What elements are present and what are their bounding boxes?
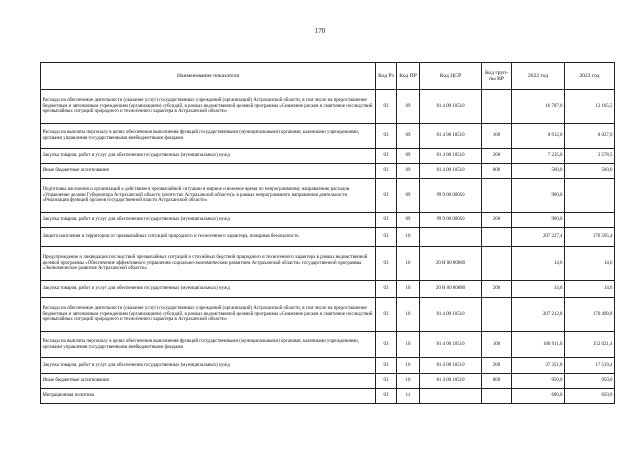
row-rz: 03 bbox=[376, 298, 397, 332]
row-2023: 152 021,4 bbox=[565, 332, 615, 358]
row-vr bbox=[482, 179, 512, 213]
row-2023: 14,6 bbox=[565, 247, 615, 281]
row-pr: 10 bbox=[397, 281, 420, 298]
row-vr: 100 bbox=[482, 332, 512, 358]
row-csr bbox=[420, 389, 482, 404]
row-rz: 03 bbox=[376, 228, 397, 247]
table-row bbox=[41, 124, 615, 149]
row-2023 bbox=[565, 179, 615, 213]
row-name: Предупреждение и ликвидация последствий чрезвычайных ситуаций и стихийных бедствий природного и техногенного характера в рамках ведомственной целевой программы «Обеспечение эффективного управления социально-экономическим развитием Астраханской области» государственной программы «Экономическое развитие Астраханской области» bbox=[41, 247, 376, 281]
row-name: Закупка товаров, работ и услуг для обеспечения государственных (муниципальных) нужд bbox=[41, 213, 376, 228]
row-rz: 03 bbox=[376, 149, 397, 164]
table-row bbox=[41, 389, 615, 404]
row-name: Закупка товаров, работ и услуг для обеспечения государственных (муниципальных) нужд bbox=[41, 149, 376, 164]
table-row bbox=[41, 164, 615, 179]
row-name: Расходы на выплаты персоналу в целях обеспечения выполнения функций государственными (муниципальными) органами, казенными учреждениями, органами управления государственными внебюджетными фондами bbox=[41, 124, 376, 149]
budget-table bbox=[40, 62, 615, 404]
row-2022: 560,0 bbox=[512, 164, 565, 179]
table-body bbox=[41, 90, 615, 404]
row-name: Закупка товаров, работ и услуг для обеспечения государственных (муниципальных) нужд bbox=[41, 281, 376, 298]
row-name: Миграционная политика bbox=[41, 389, 376, 404]
row-pr: 09 bbox=[397, 164, 420, 179]
table-row bbox=[41, 213, 615, 228]
row-vr bbox=[482, 228, 512, 247]
row-vr: 800 bbox=[482, 164, 512, 179]
header-2023: 2023 год bbox=[565, 63, 615, 90]
header-2022: 2022 год bbox=[512, 63, 565, 90]
row-rz: 03 bbox=[376, 358, 397, 374]
row-name: Защита населения и территории от чрезвычайных ситуаций природного и техногенного характера, пожарная безопасность bbox=[41, 228, 376, 247]
row-2022: 14,6 bbox=[512, 247, 565, 281]
row-csr: 81 4 00 10510 bbox=[420, 332, 482, 358]
row-rz: 03 bbox=[376, 213, 397, 228]
row-name: Расходы на обеспечение деятельности (оказание услуг) государственных учреждений (организаций) Астраханской области, в том числе на предоставление бюджетным и автономным учреждениям (организациям) субсидий, в рамках ведомственной целевой программы «Снижение рисков и смягчение последствий чрезвычайных ситуаций природного и техногенного характера в Астраханской области» bbox=[41, 298, 376, 332]
row-csr bbox=[420, 228, 482, 247]
table-row bbox=[41, 90, 615, 124]
row-pr: 10 bbox=[397, 332, 420, 358]
row-vr bbox=[482, 389, 512, 404]
row-2023 bbox=[565, 213, 615, 228]
header-row bbox=[41, 63, 615, 90]
row-2022: 207 212,8 bbox=[512, 298, 565, 332]
row-2022: 8 912,0 bbox=[512, 124, 565, 149]
row-csr: 81 4 00 10510 bbox=[420, 164, 482, 179]
table-row bbox=[41, 298, 615, 332]
row-csr: 81 4 00 10510 bbox=[420, 90, 482, 124]
row-csr: 20 Н 00 80680 bbox=[420, 247, 482, 281]
row-pr: 10 bbox=[397, 374, 420, 389]
row-vr: 100 bbox=[482, 124, 512, 149]
row-2022: 900,0 bbox=[512, 179, 565, 213]
row-csr: 99 9 00 00050 bbox=[420, 179, 482, 213]
header-name: Наименование показателя bbox=[41, 63, 376, 90]
row-csr: 81 4 00 10510 bbox=[420, 149, 482, 164]
row-2022: 950,0 bbox=[512, 374, 565, 389]
row-vr bbox=[482, 247, 512, 281]
table-row bbox=[41, 332, 615, 358]
row-pr: 11 bbox=[397, 389, 420, 404]
row-name: Иные бюджетные ассигнования bbox=[41, 164, 376, 179]
table-row bbox=[41, 247, 615, 281]
row-vr: 200 bbox=[482, 281, 512, 298]
row-2023: 12 165,5 bbox=[565, 90, 615, 124]
row-pr: 09 bbox=[397, 124, 420, 149]
table-row bbox=[41, 374, 615, 389]
row-csr: 81 4 00 10510 bbox=[420, 298, 482, 332]
row-csr: 81 4 00 10510 bbox=[420, 124, 482, 149]
row-name: Подготовка населения и организаций к действиям в чрезвычайной ситуации в мирное и военное время по непрограммному направлению расходов «Управление делами Губернатора Астраханской области (агентство Астраханской области)» в рамках непрограммного направления деятельности «Реализация функций органов государственной власти Астраханской области» bbox=[41, 179, 376, 213]
row-name: Закупка товаров, работ и услуг для обеспечения государственных (муниципальных) нужд bbox=[41, 358, 376, 374]
row-vr: 200 bbox=[482, 149, 512, 164]
header-vr: Код груп-пы ВР bbox=[482, 63, 512, 90]
table-row bbox=[41, 358, 615, 374]
row-pr: 09 bbox=[397, 90, 420, 124]
row-vr bbox=[482, 90, 512, 124]
row-name: Расходы на обеспечение деятельности (оказание услуг) государственных учреждений (организаций) Астраханской области, в том числе на предоставление бюджетным и автономным учреждениям (организациям) субсидий, в рамках ведомственной целевой программы «Снижение рисков и смягчение последствий чрезвычайных ситуаций природного и техногенного характера в Астраханской области» bbox=[41, 90, 376, 124]
row-rz: 03 bbox=[376, 164, 397, 179]
row-2023: 560,0 bbox=[565, 164, 615, 179]
row-2023: 650,0 bbox=[565, 389, 615, 404]
row-2023: 170 505,4 bbox=[565, 228, 615, 247]
row-pr: 10 bbox=[397, 298, 420, 332]
row-rz: 03 bbox=[376, 332, 397, 358]
row-csr: 99 9 00 00050 bbox=[420, 213, 482, 228]
row-pr: 10 bbox=[397, 228, 420, 247]
row-csr: 81 4 00 10510 bbox=[420, 358, 482, 374]
row-2022: 168 911,0 bbox=[512, 332, 565, 358]
row-rz: 03 bbox=[376, 374, 397, 389]
row-pr: 09 bbox=[397, 179, 420, 213]
row-vr bbox=[482, 298, 512, 332]
row-csr: 81 4 00 10510 bbox=[420, 374, 482, 389]
table-row bbox=[41, 179, 615, 213]
row-pr: 09 bbox=[397, 149, 420, 164]
row-2023: 950,0 bbox=[565, 374, 615, 389]
row-vr: 800 bbox=[482, 374, 512, 389]
row-2022: 14,6 bbox=[512, 281, 565, 298]
row-pr: 10 bbox=[397, 247, 420, 281]
row-vr: 200 bbox=[482, 213, 512, 228]
header-rz: Код Рз bbox=[376, 63, 397, 90]
row-rz: 03 bbox=[376, 281, 397, 298]
header-pr: Код ПР bbox=[397, 63, 420, 90]
table-header bbox=[41, 63, 615, 90]
row-2023: 170 490,8 bbox=[565, 298, 615, 332]
row-2023: 3 578,5 bbox=[565, 149, 615, 164]
row-vr: 200 bbox=[482, 358, 512, 374]
row-2022: 600,0 bbox=[512, 389, 565, 404]
row-2023: 14,6 bbox=[565, 281, 615, 298]
table-row bbox=[41, 281, 615, 298]
row-pr: 09 bbox=[397, 213, 420, 228]
row-pr: 10 bbox=[397, 358, 420, 374]
row-rz: 03 bbox=[376, 179, 397, 213]
row-2022: 207 227,4 bbox=[512, 228, 565, 247]
page-number: 170 bbox=[314, 27, 326, 35]
row-2022: 900,0 bbox=[512, 213, 565, 228]
row-rz: 03 bbox=[376, 90, 397, 124]
row-rz: 03 bbox=[376, 247, 397, 281]
table-row bbox=[41, 149, 615, 164]
row-2023: 8 027,0 bbox=[565, 124, 615, 149]
row-name: Иные бюджетные ассигнования bbox=[41, 374, 376, 389]
row-2022: 16 707,0 bbox=[512, 90, 565, 124]
row-2022: 37 351,8 bbox=[512, 358, 565, 374]
row-2022: 7 235,0 bbox=[512, 149, 565, 164]
row-rz: 03 bbox=[376, 389, 397, 404]
row-rz: 03 bbox=[376, 124, 397, 149]
row-csr: 20 Н 00 80680 bbox=[420, 281, 482, 298]
header-csr: Код ЦСР bbox=[420, 63, 482, 90]
row-name: Расходы на выплаты персоналу в целях обеспечения выполнения функций государственными (муниципальными) органами, казенными учреждениями, органами управления государственными внебюджетными фондами bbox=[41, 332, 376, 358]
row-2023: 17 519,4 bbox=[565, 358, 615, 374]
table-row bbox=[41, 228, 615, 247]
